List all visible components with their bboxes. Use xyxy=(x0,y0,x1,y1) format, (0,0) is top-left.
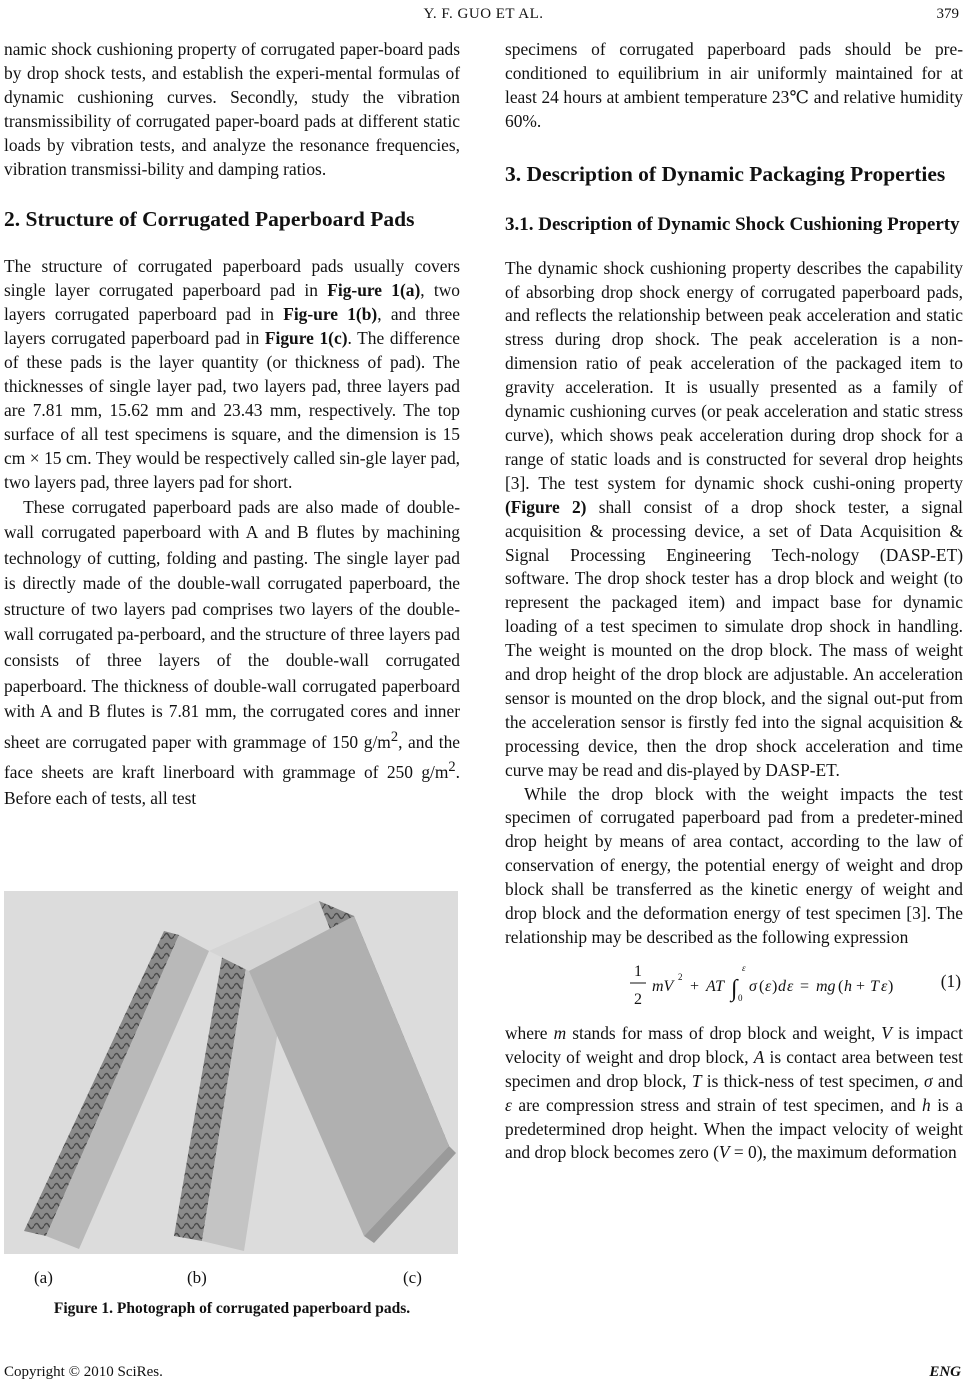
figure-subfigure-labels xyxy=(4,1268,460,1292)
paragraph: specimens of corrugated paperboard pads should be pre-conditioned to equilibrium in air uniformly maintained for at least 24 hours at ambient temperature 23℃ and relative humidity 60%. xyxy=(505,39,963,131)
svg-text:): ) xyxy=(772,977,778,995)
paragraph: namic shock cushioning property of corrugated paper-board pads by drop shock tests, and establish the experi-mental formulas of dynamic cushioning curves. Secondly, study the vibration transmissibility of corrugated paper-board pads at different static loads by vibration tests, and analyze the resonance frequencies, vibration transmissi-bility and damping ratios. xyxy=(4,39,460,179)
figure-caption: Figure 1. Photograph of corrugated paperboard pads. xyxy=(53,1300,411,1317)
svg-text:mg: mg xyxy=(816,977,836,995)
section-heading: 2. Structure of Corrugated Paperboard Pads xyxy=(4,207,415,232)
svg-text:h: h xyxy=(844,977,852,995)
figure-ref[interactable]: Fig-ure 1(a) xyxy=(327,280,421,301)
equation-1 xyxy=(505,954,963,1016)
svg-text:∫: ∫ xyxy=(731,975,738,1002)
running-head: Y. F. GUO ET AL. xyxy=(423,6,544,22)
section-heading: 3. Description of Dynamic Packaging Properties xyxy=(505,161,946,186)
paperboard-pads-photo xyxy=(4,891,458,1254)
svg-text:(: ( xyxy=(838,977,844,995)
svg-text:ε: ε xyxy=(742,962,746,973)
figure-ref[interactable]: (Figure 2) xyxy=(505,496,587,517)
svg-text:mV: mV xyxy=(652,977,674,995)
paragraph: While the drop block with the weight impacts the test specimen of corrugated paperboard pad from a predeter-mined drop height by means of area contact, according to the law of conservation of energy, the potential energy of weight and drop block shall be transferred as the kinetic energy of weight and drop block and the deformation energy of test specimen [3]. The relationship may be described as the following expression xyxy=(505,783,963,947)
figure-ref[interactable]: Fig-ure 1(b) xyxy=(283,304,378,325)
svg-text:2: 2 xyxy=(634,990,642,1008)
svg-text:AT: AT xyxy=(706,977,725,995)
subfigure-label-b: (b) xyxy=(187,1268,207,1287)
page-header xyxy=(0,0,967,30)
svg-text:=: = xyxy=(800,977,810,995)
figure-ref[interactable]: Figure 1(c) xyxy=(264,328,348,349)
energy-equation xyxy=(620,954,960,1016)
svg-text:1: 1 xyxy=(634,962,642,980)
paragraph: These corrugated paperboard pads are also made of double-wall corrugated paperboard with A and B flutes by machining technology of cutting, folding and pasting. The single layer pad is directly made of the double-wall corrugated paperboard, the structure of two layers pad comprises two layers of the double-wall corrugated pa-perboard, and the structure of three layers pad consists of three layers of the double-wall corrugated paperboard. The thickness of double-wall corrugated paperboard with A and B flutes is 7.81 mm, the corrugated cores and inner sheet are corrugated paper with grammage of 150 $g/m^2$, and the face sheets are kraft linerboard with grammage of 250 $g/m^2$. Before each of tests, all test xyxy=(4,496,460,808)
figure-1 xyxy=(4,886,460,1326)
svg-text:d: d xyxy=(778,977,786,995)
left-column xyxy=(4,38,460,811)
subsection-heading: 3.1. Description of Dynamic Shock Cushioning Property xyxy=(505,213,960,235)
paragraph: The dynamic shock cushioning property describes the capability of absorbing drop shock energy of corrugated paperboard pads, and reflects the relationship between peak acceleration and static stress during drop shock. The peak acceleration is a non-dimension ratio of peak acceleration of the packaged item to gravity acceleration. It is usually presented as a family of dynamic cushioning curves (or peak acceleration and static stress curve), which shows peak acceleration during drop shock for a range of static loads and is constructed for several drop heights [3]. The test system for dynamic shock cushi-oning property (Figure 2) shall consist of a drop shock tester, a signal acquisition & processing device, a set of Data Acquisition & Signal Processing Engineering Tech-nology (DASP-ET) software. The drop shock tester has a drop block and weight (to represent the packaged item) and impact base for dynamic loading of a test specimen to simulate drop shock in handling. The weight is mounted on the drop block. The mass of weight and drop height of the drop block are adjustable. An acceleration sensor is mounted on the drop block, and the signal out-put from the acceleration sensor is firstly fed into the signal acquisition & processing device, then the drop shock acceleration and time curve may be read and dis-played by DASP-ET. xyxy=(505,257,963,780)
svg-text:2: 2 xyxy=(678,971,683,982)
svg-text:T: T xyxy=(870,977,879,995)
svg-text:): ) xyxy=(888,977,894,995)
svg-text:0: 0 xyxy=(738,992,743,1003)
equation-number: (1) xyxy=(940,970,961,991)
svg-text:(: ( xyxy=(759,977,765,995)
paragraph: where m stands for mass of drop block and weight, V is impact velocity of weight and drop block, A is contact area between test specimen and drop block, T is thick-ness of test specimen, σ and ε are compression stress and strain of test specimen, and h is a predetermined drop height. When the impact velocity of weight and drop block becomes zero (V = 0), the maximum deformation xyxy=(505,1022,963,1163)
subfigure-label-c: (c) xyxy=(403,1268,422,1287)
svg-text:σ: σ xyxy=(749,977,757,995)
svg-text:ε: ε xyxy=(881,977,888,995)
subfigure-label-a: (a) xyxy=(34,1268,53,1287)
page-number: 379 xyxy=(936,6,959,22)
right-column xyxy=(505,38,963,1165)
paragraph: The structure of corrugated paperboard pads usually covers single layer corrugated paperboard pad in Fig-ure 1(a), two layers corrugated paperboard pad in Fig-ure 1(b), and three layers corrugated paperboard pad in Figure 1(c). The difference of these pads is the layer quantity (or thickness of pad). The thicknesses of single layer pad, two layers pad, three layers pad are 7.81 mm, 15.62 mm and 23.43 mm, respectively. The top surface of all test specimens is square, and the dimension is 15 cm × 15 cm. They would be respectively called sin-gle layer pad, two layers pad, three layers pad for short. xyxy=(4,256,460,492)
svg-text:+: + xyxy=(856,977,866,995)
copyright-notice: Copyright © 2010 SciRes. xyxy=(4,1364,163,1380)
svg-text:ε: ε xyxy=(787,977,794,995)
journal-abbrev: ENG xyxy=(929,1364,961,1380)
svg-text:+: + xyxy=(690,977,700,995)
svg-text:ε: ε xyxy=(765,977,772,995)
